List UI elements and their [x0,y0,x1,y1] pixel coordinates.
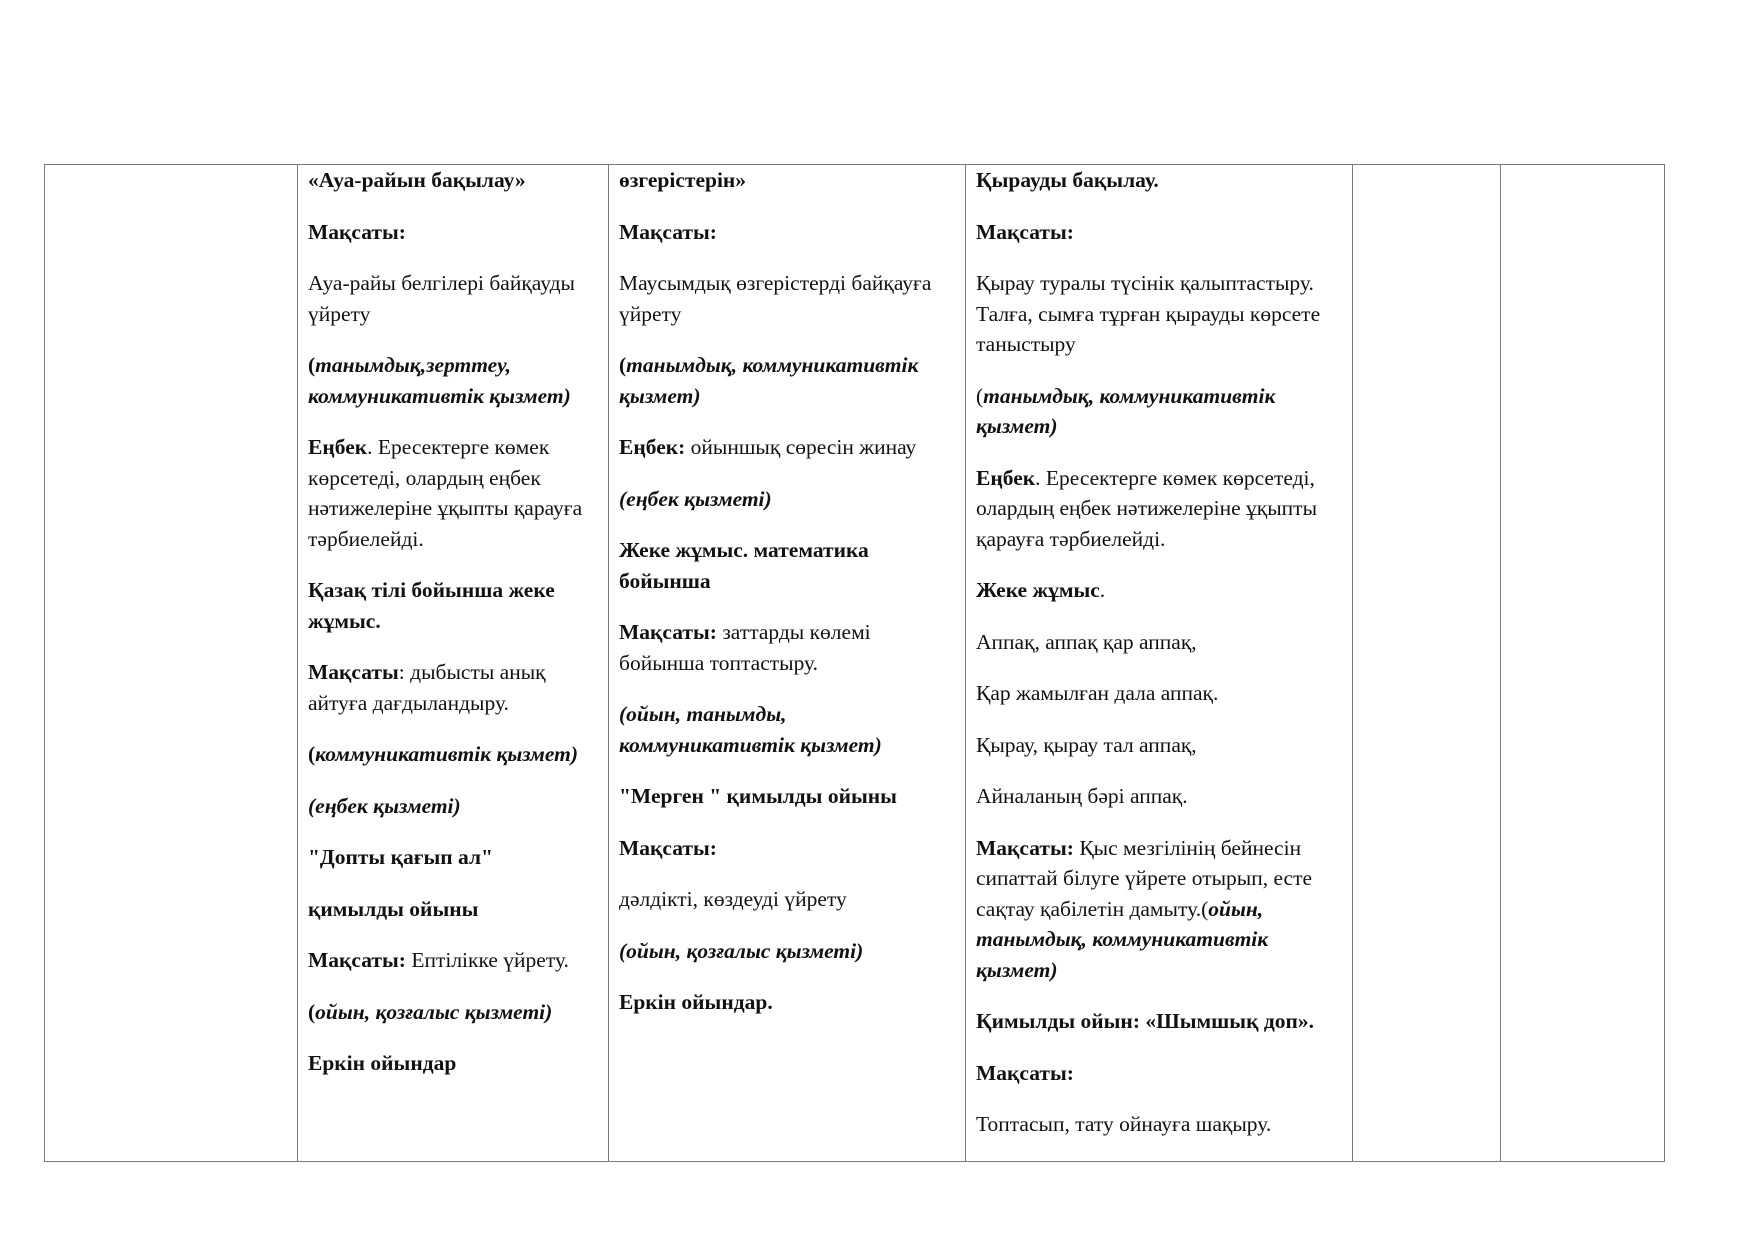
text-run: дәлдікті, көздеуді үйрету [619,887,847,911]
cell-paragraph [308,894,598,925]
text-run: ( [308,742,316,766]
cell-paragraph [308,997,598,1028]
cell-paragraph [308,945,598,976]
cell-paragraph [976,730,1342,761]
text-run: Еңбек [976,465,1036,490]
text-run: Топтасып, тату ойнауға шақыру. [976,1112,1272,1136]
cell-paragraph [619,350,955,411]
cell-paragraph [976,1006,1342,1037]
text-run: ойын, қозғалыс қызметі) [315,999,553,1024]
text-run: Қимылды ойын: «Шымшық доп». [976,1009,1314,1033]
cell-paragraph [619,217,955,248]
text-run: Ауа-райы белгілері байқауды үйрету [308,271,575,326]
cell-paragraph [619,936,955,967]
text-run: . Ересектерге көмек көрсетеді, олардың еңбек нәтижелеріне ұқыпты қарауға тәрбиелейді. [308,435,583,551]
cell-paragraph [976,781,1342,812]
cell-paragraph [308,268,598,329]
text-run: Еркін ойындар [308,1051,457,1075]
text-run: Аппақ, аппақ қар аппақ, [976,629,1197,654]
text-run: «Ауа-райын бақылау» [308,168,526,192]
text-run: Мақсаты: [619,835,717,860]
text-run: қимылды ойыны [308,896,479,921]
cell-paragraph [619,699,955,760]
text-run: "Мерген " қимылды ойыны [619,784,897,808]
text-run: "Допты қағып ал" [308,845,493,869]
text-run: Мақсаты [308,660,399,684]
cell-paragraph [619,165,955,196]
text-run: Еңбек [308,435,368,459]
cell-paragraph [308,350,598,411]
cell-paragraph [308,842,598,873]
cell-paragraph [976,381,1342,442]
cell-paragraph [976,627,1342,658]
cell-paragraph [976,165,1342,196]
text-run: ( [619,353,627,377]
cell-paragraph [619,617,955,678]
text-run: заттарды көлемі бойынша топтастыру. [619,620,871,675]
cell-paragraph [976,217,1342,248]
text-run: Мақсаты: [976,1060,1074,1085]
cell-paragraph [976,268,1342,360]
text-run: (ойын, қозғалыс қызметі) [619,938,864,963]
cell-paragraph [308,739,598,770]
text-run: Еркін ойындар. [619,990,773,1014]
text-run: ( [308,353,316,377]
table-cell [1501,165,1665,1162]
text-run: (еңбек қызметі) [619,486,772,511]
text-run: : дыбысты анық айтуға дағдыландыру. [308,660,546,715]
cell-paragraph [976,833,1342,986]
cell-paragraph [308,791,598,822]
text-run: Қырауды бақылау. [976,168,1159,192]
text-run: ойыншық сөресін жинау [685,435,917,459]
text-run: Ептілікке үйрету. [405,948,569,972]
table-cell [298,165,609,1162]
text-run: ( [976,383,984,408]
schedule-table [44,164,1665,1162]
cell-paragraph [619,268,955,329]
text-run: танымдық,зерттеу, коммуникативтік қызмет) [308,353,571,408]
cell-paragraph [976,463,1342,555]
text-run: Мақсаты: [976,835,1074,860]
cell-paragraph [976,1058,1342,1089]
cell-paragraph [976,575,1342,606]
table-cell [1353,165,1501,1162]
cell-paragraph [619,884,955,915]
cell-paragraph [619,432,955,463]
text-run: Жеке жұмыс [976,578,1100,602]
table-cell [966,165,1353,1162]
table-cell [45,165,298,1162]
text-run: . Ересектерге көмек көрсетеді, олардың еңбек нәтижелеріне ұқыпты қарауға тәрбиелейді. [976,465,1318,551]
cell-paragraph [619,833,955,864]
text-run: танымдық, коммуникативтік қызмет) [976,383,1276,438]
cell-paragraph [976,1109,1342,1140]
text-run: (ойын, танымды, коммуникативтік қызмет) [619,702,882,757]
cell-paragraph [619,484,955,515]
text-run: Мақсаты: [619,620,717,644]
text-run: коммуникативтік қызмет) [315,742,578,766]
text-run: Қазақ тілі бойынша жеке жұмыс. [308,578,555,633]
cell-paragraph [308,575,598,636]
text-run: Мақсаты: [308,948,406,972]
text-run: . [1099,578,1106,602]
text-run: Мақсаты: [308,219,406,244]
text-run: танымдық, коммуникативтік қызмет) [619,353,919,408]
text-run: ойын, танымдық, коммуникативтік қызмет) [976,896,1269,982]
text-run: Қырау туралы түсінік қалыптастыру. Талға, сымға тұрған қырауды көрсете таныстыру [976,271,1321,356]
text-run: өзгерістерін» [619,168,747,192]
table-cell [609,165,966,1162]
text-run: Еңбек: [619,435,686,459]
table-row [45,165,1665,1162]
cell-paragraph [308,657,598,718]
cell-paragraph [619,781,955,812]
text-run: Қар жамылған дала аппақ. [976,681,1219,705]
text-run: Мақсаты: [619,219,717,244]
text-run: ( [308,999,316,1024]
text-run: Маусымдық өзгерістерді байқауға үйрету [619,271,932,326]
text-run: Жеке жұмыс. математика бойынша [619,538,869,593]
text-run: Қыс мезгілінің бейнесін сипаттай білуге үйрете отырып, есте сақтау қабілетін дамыту.( [976,835,1313,921]
text-run: (еңбек қызметі) [308,793,461,818]
cell-paragraph [619,535,955,596]
cell-paragraph [308,217,598,248]
cell-paragraph [976,678,1342,709]
cell-paragraph [308,1048,598,1079]
cell-paragraph [308,432,598,554]
cell-paragraph [619,987,955,1018]
text-run: Мақсаты: [976,219,1074,244]
cell-paragraph [308,165,598,196]
text-run: Айналаның бәрі аппақ. [976,784,1188,808]
text-run: Қырау, қырау тал аппақ, [976,732,1197,757]
